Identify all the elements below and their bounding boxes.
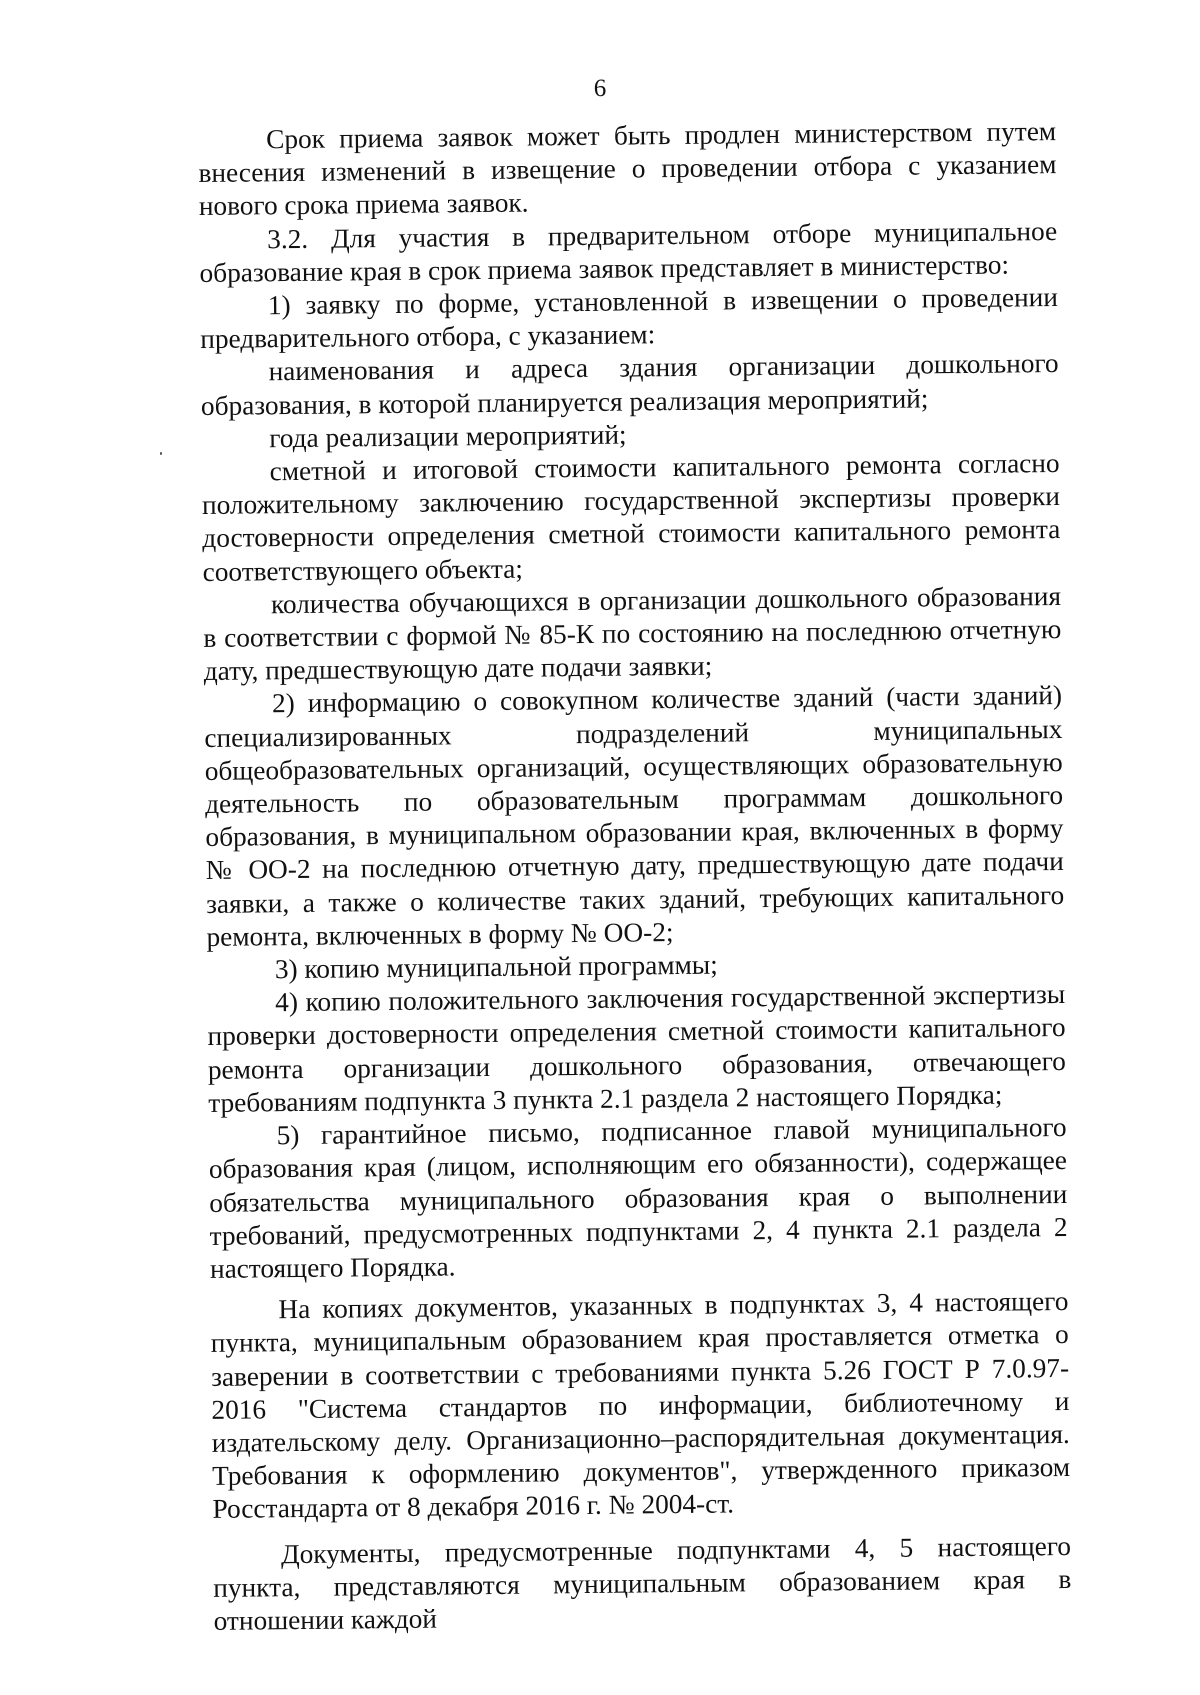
paragraph-documents-submission: Документы, предусмотренные подпунктами 4, 5 настоящего пункта, представляются муниципальным образованием края в отношении каждой: [213, 1530, 1072, 1636]
paragraph-item-1: 1) заявку по форме, установленной в извещении о проведении предварительного отбора, с указанием:: [200, 282, 1059, 355]
paragraph-item-2: 2) информацию о совокупном количестве зданий (части зданий) специализированных подразделений муниципальных общеобразовательных организаций, осуществляющих образовательную деятельность по образовательным программам дошкольного образования, в муниципальном образовании края, включенных в форму № ОО-2 на последнюю отчетную дату, предшествующую дате подачи заявки, а также о количестве таких зданий, требующих капитального ремонта, включенных в форму № ОО-2;: [204, 680, 1065, 952]
paragraph-3-2: 3.2. Для участия в предварительном отборе муниципальное образование края в срок приема заявок представляет в министерство:: [199, 215, 1058, 288]
paragraph-item-5: 5) гарантийное письмо, подписанное главой муниципального образования края (лицом, исполняющим его обязанности), содержащее обязательства муниципального образования края о выполнении требований, предусмотренных подпунктами 2, 4 пункта 2.1 раздела 2 настоящего Порядка.: [208, 1112, 1068, 1284]
scan-artifact: [160, 452, 162, 455]
paragraph-item-4: 4) копию положительного заключения государственной экспертизы проверки достоверности определения сметной стоимости капитального ремонта организации дошкольного образования, отвечающего требованиям подпункта 3 пункта 2.1 раздела 2 настоящего Порядка;: [207, 979, 1067, 1118]
paragraph-copies-certification: На копиях документов, указанных в подпунктах 3, 4 настоящего пункта, муниципальным образованием края проставляется отметка о заверении в соответствии с требованиями пункта 5.26 ГОСТ Р 7.0.97-2016 "Система стандартов по информации, библиотечному и издательскому делу. Организационно–распорядительная документация. Требования к оформлению документов", утвержденного приказом Росстандарта от 8 декабря 2016 г. № 2004-ст.: [210, 1286, 1071, 1525]
page-number: 6: [593, 75, 607, 102]
paragraph-deadline-extension: Срок приема заявок может быть продлен министерством путем внесения изменений в извещение о проведении отбора с указанием нового срока приема заявок.: [198, 116, 1057, 222]
paragraph-item-3: 3) копию муниципальной программы;: [274, 949, 718, 985]
paragraph-year: года реализации мероприятий;: [269, 419, 627, 454]
document-body: [198, 115, 1072, 1638]
paragraph-students-count: количества обучающихся в организации дошкольного образования в соответствии с формой № 85-К по состоянию на последнюю отчетную дату, предшествующую дате подачи заявки;: [203, 580, 1062, 687]
paragraph-building-name: наименования и адреса здания организации дошкольного образования, в которой планируется реализация мероприятий;: [200, 348, 1059, 421]
paragraph-cost: сметной и итоговой стоимости капитального ремонта согласно положительному заключению государственной экспертизы проверки достоверности определения сметной стоимости капитального ремонта соответствующего объекта;: [201, 448, 1061, 587]
